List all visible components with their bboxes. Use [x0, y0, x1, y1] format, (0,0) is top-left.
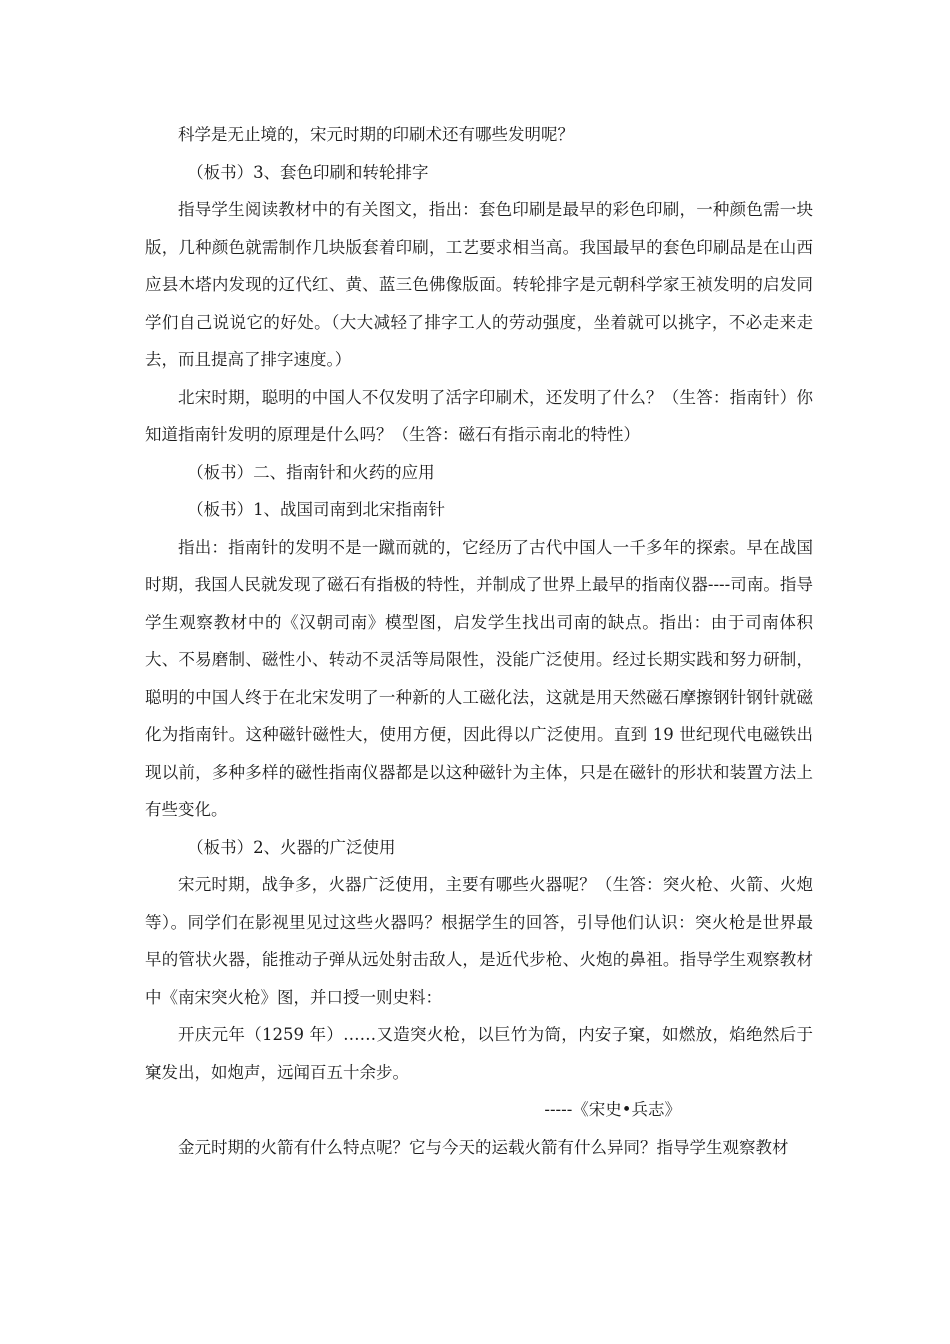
paragraph-historical-quote: 开庆元年（1259 年）……又造突火枪，以巨竹为筒，内安子窠，如燃放，焰绝然后于窠发出，如炮声，远闻百五十余步。	[145, 1025, 813, 1082]
quote-attribution: -----《宋史•兵志》	[544, 1100, 681, 1119]
board-note-sinan-compass: （板书）1、战国司南到北宋指南针	[187, 500, 446, 519]
paragraph-intro-question: 科学是无止境的，宋元时期的印刷术还有哪些发明呢？	[178, 125, 574, 144]
paragraph-compass-question: 北宋时期，聪明的中国人不仅发明了活字印刷术，还发明了什么？（生答：指南针）你知道指南针发明的原理是什么吗？（生答：磁石有指示南北的特性）	[145, 387, 813, 444]
board-note-compass-gunpowder: （板书）二、指南针和火药的应用	[187, 462, 435, 482]
paragraph-rockets-question: 金元时期的火箭有什么特点呢？它与今天的运载火箭有什么异同？指导学生观察教材	[178, 1137, 789, 1157]
board-note-firearms: （板书）2、火器的广泛使用	[187, 837, 396, 857]
document-body	[145, 116, 813, 1166]
paragraph-firearms: 宋元时期，战争多，火器广泛使用，主要有哪些火器呢？（生答：突火枪、火箭、火炮等）。同学们在影视里见过这些火器吗？根据学生的回答，引导他们认识：突火枪是世界最早的管状火器，能推动子弹从远处射击敌人，是近代步枪、火炮的鼻祖。指导学生观察教材中《南宋突火枪》图，并口授一则史料：	[145, 875, 813, 1007]
board-note-color-printing: （板书）3、套色印刷和转轮排字	[187, 162, 429, 182]
paragraph-compass-history: 指出：指南针的发明不是一蹴而就的，它经历了古代中国人一千多年的探索。早在战国时期，我国人民就发现了磁石有指极的特性，并制成了世界上最早的指南仪器----司南。指导学生观察教材中的《汉朝司南》模型图，启发学生找出司南的缺点。指出：由于司南体积大、不易磨制、磁性小、转动不灵活等局限性，没能广泛使用。经过长期实践和努力研制，聪明的中国人终于在北宋发明了一种新的人工磁化法，这就是用天然磁石摩擦钢针钢针就磁化为指南针。这种磁针磁性大，使用方便，因此得以广泛使用。直到 19 世纪现代电磁铁出现以前，多种多样的磁性指南仪器都是以这种磁针为主体，只是在磁针的形状和装置方法上有些变化。	[145, 537, 813, 819]
paragraph-color-printing: 指导学生阅读教材中的有关图文，指出：套色印刷是最早的彩色印刷，一种颜色需一块版，几种颜色就需制作几块版套着印刷，工艺要求相当高。我国最早的套色印刷品是在山西应县木塔内发现的辽代红、黄、蓝三色佛像版面。转轮排字是元朝科学家王祯发明的启发同学们自己说说它的好处。（大大减轻了排字工人的劳动强度，坐着就可以挑字，不必走来走去，而且提高了排字速度。）	[145, 200, 813, 369]
